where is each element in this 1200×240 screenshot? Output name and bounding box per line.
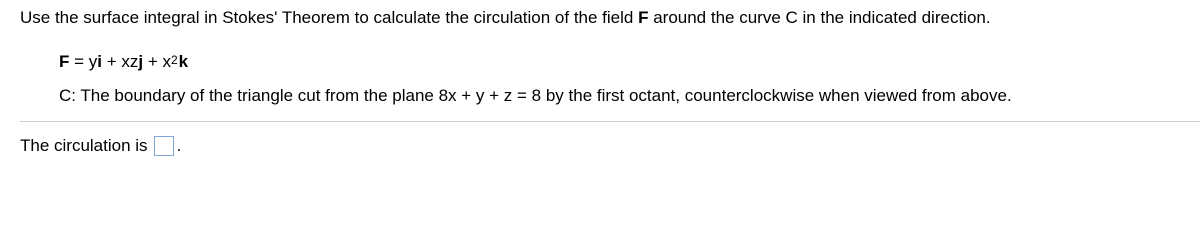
answer-label: The circulation is <box>20 136 148 155</box>
vector-field-definition <box>59 52 188 72</box>
unit-vector-j: j <box>138 52 144 71</box>
field-x-term: + x <box>143 52 171 71</box>
answer-suffix: . <box>176 136 182 155</box>
question-prompt-end: around the curve C in the indicated direction. <box>648 8 991 27</box>
unit-vector-i: i <box>97 52 102 71</box>
question-field-symbol: F <box>638 8 649 27</box>
field-xz-term: + xz <box>102 52 139 71</box>
field-label: F <box>59 52 70 71</box>
unit-vector-k: k <box>178 52 189 71</box>
answer-row <box>20 136 181 156</box>
field-equals-y: = y <box>69 52 98 71</box>
question-prompt-start: Use the surface integral in Stokes' Theorem to calculate the circulation of the field <box>20 8 639 27</box>
curve-description: C: The boundary of the triangle cut from the plane 8x + y + z = 8 by the first octant, counterclockwise when viewed from above. <box>59 86 1012 105</box>
section-divider <box>20 121 1200 122</box>
answer-input-box[interactable] <box>154 136 174 156</box>
question-text <box>20 8 991 28</box>
field-exponent: 2 <box>170 53 178 67</box>
